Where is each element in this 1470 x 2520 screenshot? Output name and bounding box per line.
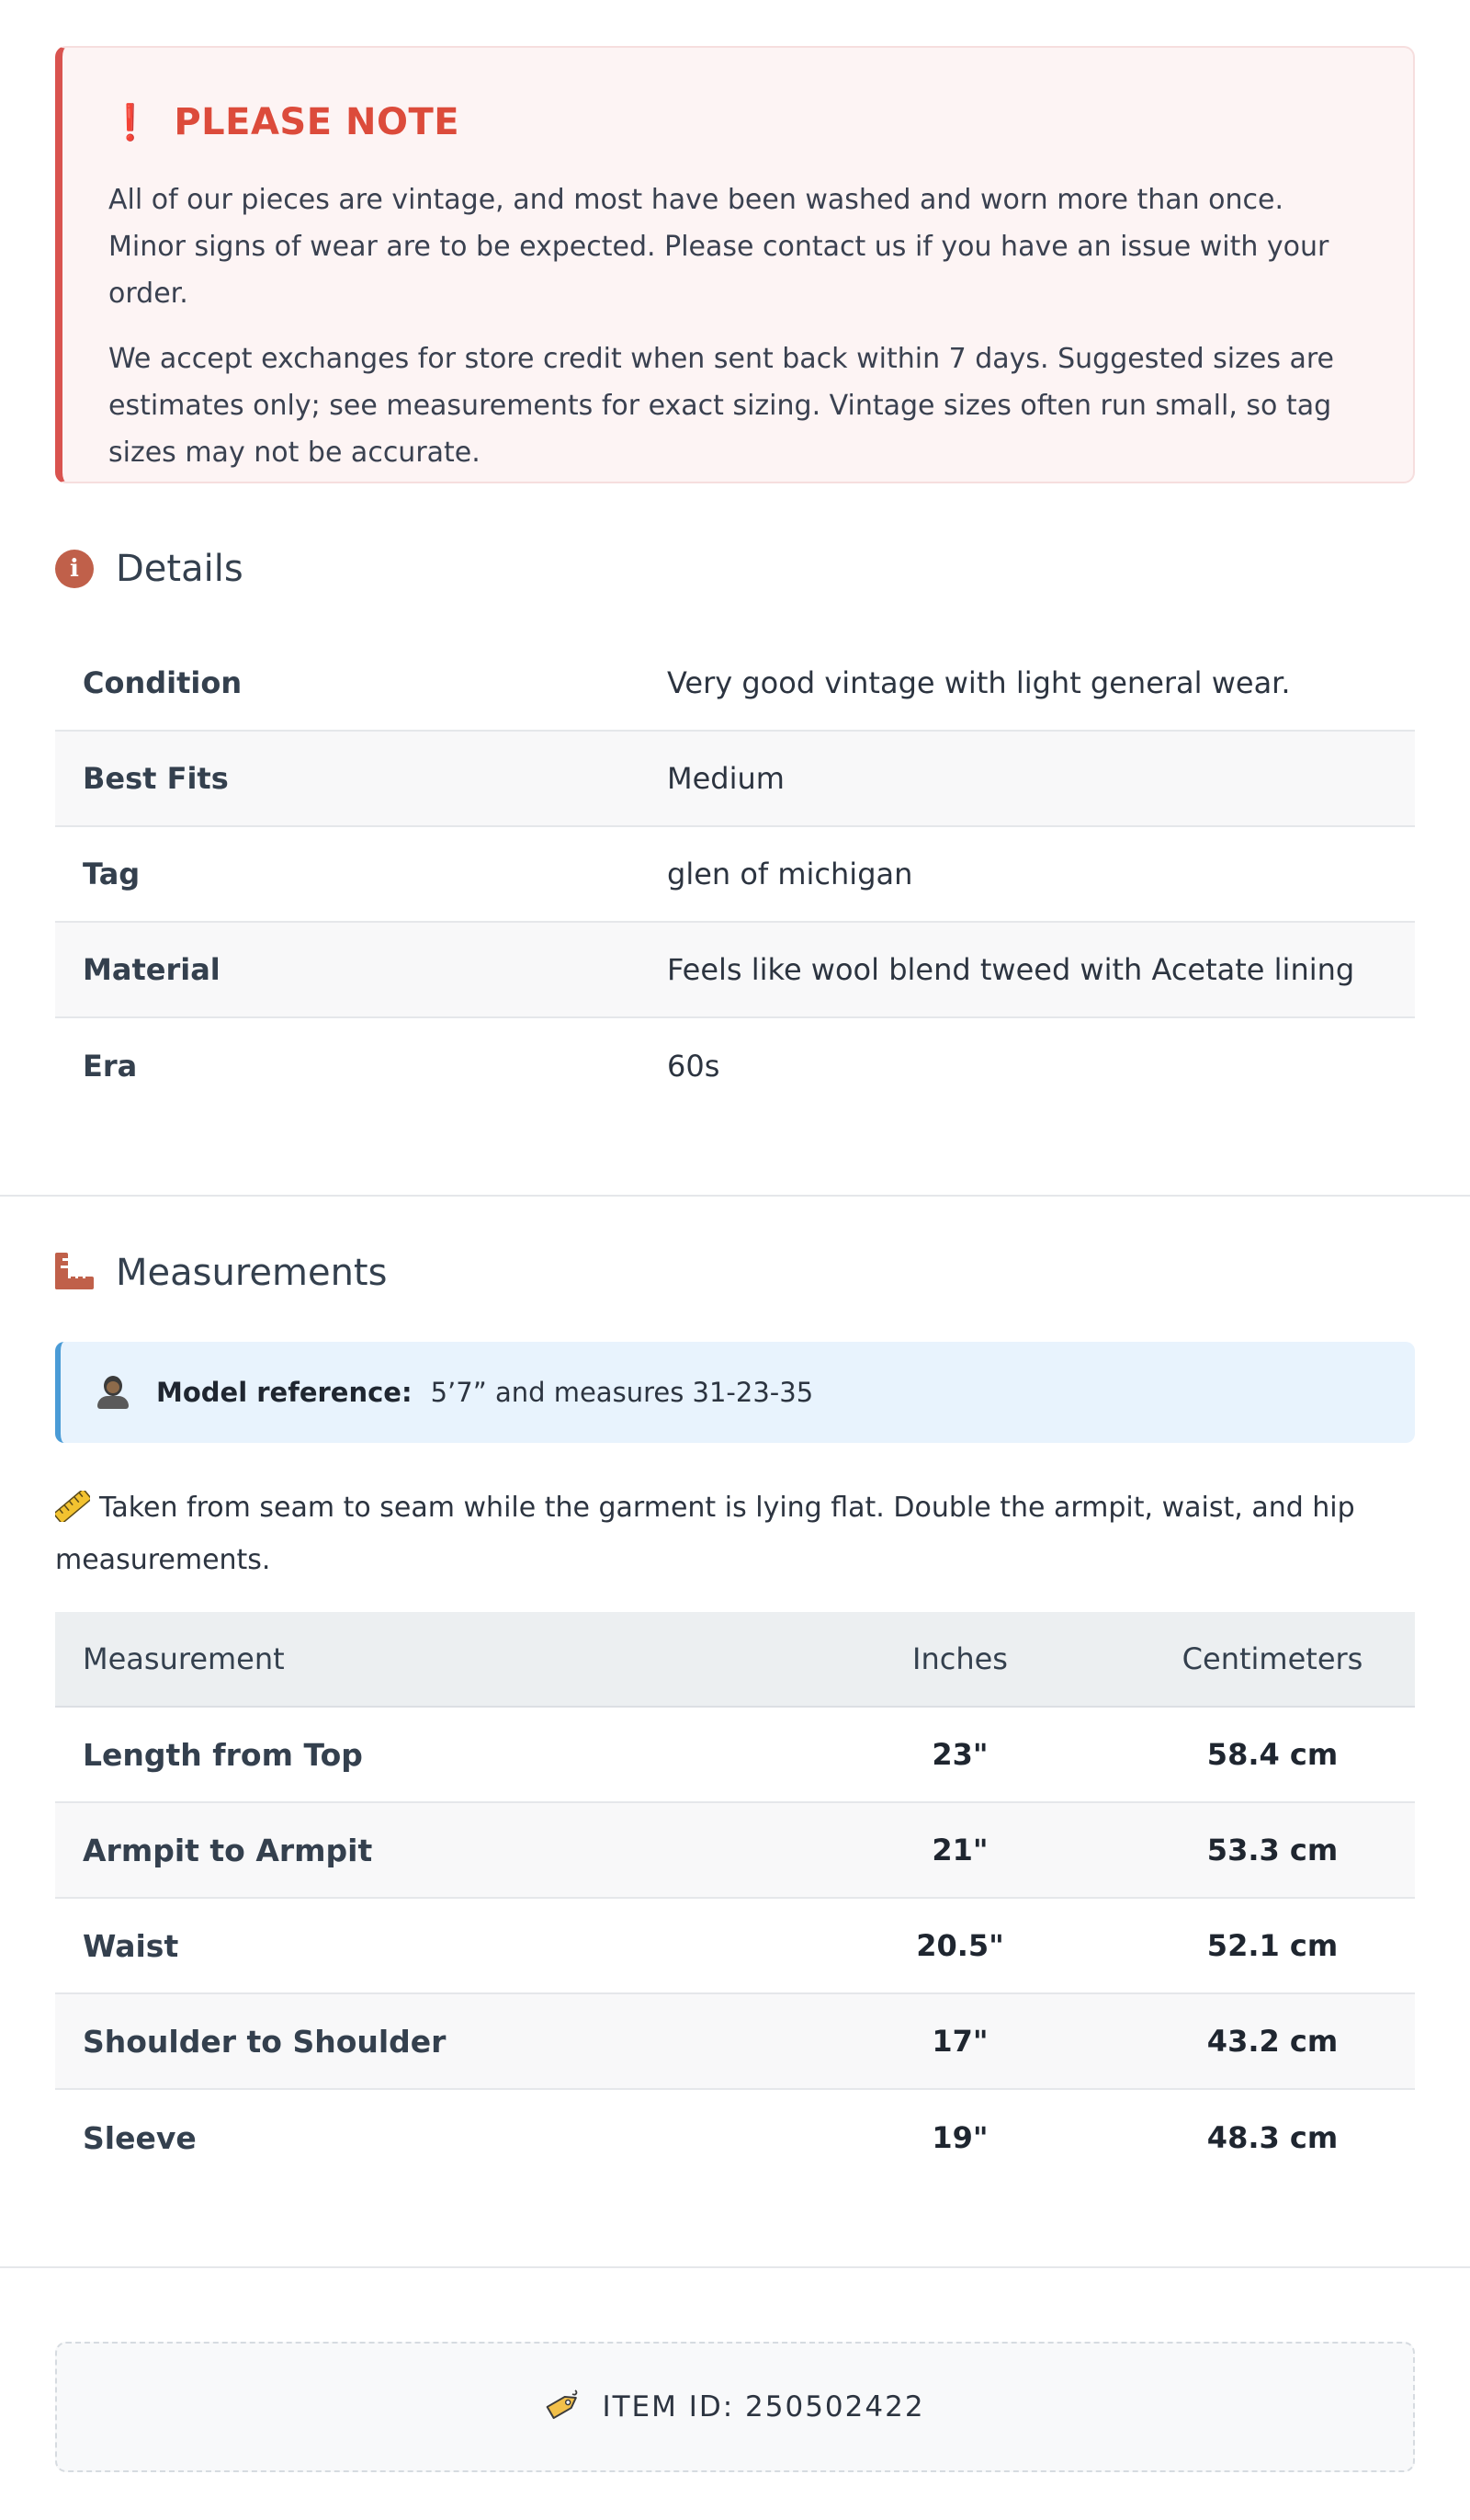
section-divider: [0, 1195, 1470, 1197]
details-row: [55, 923, 1415, 1018]
measurement-cm: 52.1 cm: [1206, 1928, 1339, 1963]
measurements-title: Measurements: [116, 1252, 388, 1294]
measurement-inches: 20.5": [916, 1928, 1004, 1963]
model-reference-value: 5’7” and measures 31-23-35: [430, 1377, 814, 1408]
details-row: [55, 636, 1415, 732]
please-note-box: [55, 46, 1415, 483]
measurement-cm: 43.2 cm: [1206, 2024, 1339, 2059]
table-row: [55, 1708, 1415, 1803]
details-label: Condition: [83, 665, 243, 700]
measurement-name: Armpit to Armpit: [83, 1832, 373, 1868]
please-note-paragraph-2: We accept exchanges for store credit when sent back within 7 days. Suggested sizes are estimates only; see measurements for exact sizing. Vintage sizes often run small, so tag sizes may not be accurate.: [108, 343, 1335, 469]
details-label: Best Fits: [83, 761, 229, 796]
measurement-name: Length from Top: [83, 1736, 363, 1773]
column-header-centimeters: Centimeters: [1182, 1641, 1363, 1676]
table-row: [55, 2090, 1415, 2185]
column-header-measurement: Measurement: [83, 1641, 285, 1676]
measurements-heading: [55, 1252, 387, 1294]
details-value: 60s: [667, 1049, 720, 1084]
details-title: Details: [116, 548, 243, 590]
person-icon: [97, 1376, 129, 1409]
details-row: [55, 827, 1415, 923]
measurement-name: Waist: [83, 1927, 179, 1964]
measurement-cm: 58.4 cm: [1206, 1737, 1339, 1772]
details-heading: [55, 548, 243, 590]
exclamation-icon: ❗: [108, 102, 153, 142]
details-label: Material: [83, 952, 220, 987]
please-note-title: PLEASE NOTE: [174, 101, 460, 143]
model-reference-label: Model reference:: [156, 1377, 413, 1408]
ruler-icon: [55, 1253, 94, 1293]
measurement-name: Shoulder to Shoulder: [83, 2023, 447, 2060]
details-label: Era: [83, 1049, 138, 1084]
measurement-instructions-text: Taken from seam to seam while the garment is lying flat. Double the armpit, waist, and hip measurements.: [55, 1492, 1355, 1576]
details-row: [55, 732, 1415, 827]
table-row: [55, 1994, 1415, 2090]
column-header-inches: Inches: [912, 1641, 1008, 1676]
measurement-name: Sleeve: [83, 2119, 197, 2156]
model-reference-box: [55, 1342, 1415, 1443]
table-row: [55, 1803, 1415, 1899]
measurements-table: [55, 1612, 1415, 2185]
details-value: Medium: [667, 761, 785, 796]
details-value: Very good vintage with light general wear.: [667, 665, 1291, 700]
info-icon: i: [55, 550, 94, 588]
item-id-text: ITEM ID: 250502422: [602, 2390, 925, 2424]
tag-icon: [545, 2387, 582, 2427]
measurement-instructions: [55, 1484, 1415, 1584]
measurement-cm: 53.3 cm: [1206, 1833, 1339, 1867]
details-table: [55, 636, 1415, 1114]
measurement-inches: 17": [932, 2024, 989, 2059]
please-note-paragraph-1: All of our pieces are vintage, and most have been washed and worn more than once. Minor signs of wear are to be expected. Please contact us if you have an issue with your order.: [108, 184, 1329, 310]
details-label: Tag: [83, 857, 141, 891]
measurement-inches: 19": [932, 2120, 989, 2155]
details-value: Feels like wool blend tweed with Acetate lining: [667, 952, 1355, 987]
measurement-inches: 21": [932, 1833, 989, 1867]
section-divider: [0, 2266, 1470, 2268]
measurement-cm: 48.3 cm: [1206, 2120, 1339, 2155]
details-value: glen of michigan: [667, 857, 913, 891]
straight-ruler-icon: [55, 1490, 90, 1537]
item-id-box: [55, 2342, 1415, 2472]
table-row: [55, 1899, 1415, 1994]
measurement-inches: 23": [932, 1737, 989, 1772]
measurements-table-header: [55, 1612, 1415, 1708]
please-note-header: [108, 101, 1367, 143]
details-row: [55, 1018, 1415, 1114]
